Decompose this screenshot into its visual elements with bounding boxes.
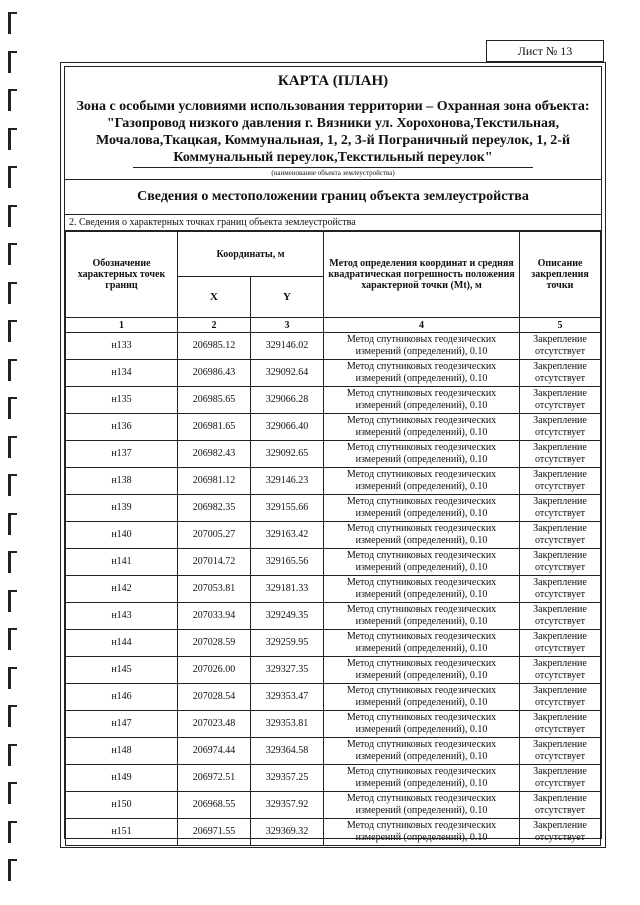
x-cell: 206982.35 bbox=[178, 495, 251, 522]
fixing-cell: Закрепление отсутствует bbox=[520, 630, 601, 657]
binding-mark bbox=[8, 243, 17, 265]
binding-mark bbox=[8, 282, 17, 304]
method-cell: Метод спутниковых геодезических измерений (определений), 0.10 bbox=[324, 441, 520, 468]
zone-description: Зона с особыми условиями использования территории – Охранная зона объекта: "Газопровод низкого давления г. Вязники ул. Хорохонова,Текстильная, Мочалова,Ткацкая, Коммунальная, 1, 2, 3-й Пограничный переулок, 1, 2-й Коммунальный переулок,Текстильный переулок" bbox=[76, 99, 590, 165]
y-cell: 329353.47 bbox=[251, 684, 324, 711]
coordinates-table bbox=[65, 231, 601, 846]
fixing-cell: Закрепление отсутствует bbox=[520, 819, 601, 846]
fixing-cell: Закрепление отсутствует bbox=[520, 468, 601, 495]
header-method: Метод определения координат и средняя квадратическая погрешность положения характерной точки (Mt), м bbox=[324, 232, 520, 318]
fixing-cell: Закрепление отсутствует bbox=[520, 549, 601, 576]
table-row bbox=[66, 522, 601, 549]
y-cell: 329092.65 bbox=[251, 441, 324, 468]
y-cell: 329327.35 bbox=[251, 657, 324, 684]
point-cell: н136 bbox=[66, 414, 178, 441]
method-cell: Метод спутниковых геодезических измерений (определений), 0.10 bbox=[324, 765, 520, 792]
fixing-cell: Закрепление отсутствует bbox=[520, 657, 601, 684]
y-cell: 329357.25 bbox=[251, 765, 324, 792]
document-title: КАРТА (ПЛАН) bbox=[277, 73, 389, 89]
header-x: X bbox=[178, 277, 251, 318]
table-row bbox=[66, 414, 601, 441]
y-cell: 329357.92 bbox=[251, 792, 324, 819]
x-cell: 207028.54 bbox=[178, 684, 251, 711]
point-cell: н142 bbox=[66, 576, 178, 603]
fixing-cell: Закрепление отсутствует bbox=[520, 576, 601, 603]
fixing-cell: Закрепление отсутствует bbox=[520, 603, 601, 630]
fixing-cell: Закрепление отсутствует bbox=[520, 333, 601, 360]
method-cell: Метод спутниковых геодезических измерений (определений), 0.10 bbox=[324, 684, 520, 711]
method-cell: Метод спутниковых геодезических измерений (определений), 0.10 bbox=[324, 360, 520, 387]
x-cell: 206968.55 bbox=[178, 792, 251, 819]
header-y: Y bbox=[251, 277, 324, 318]
binding-mark bbox=[8, 128, 17, 150]
table-row bbox=[66, 387, 601, 414]
method-cell: Метод спутниковых геодезических измерений (определений), 0.10 bbox=[324, 792, 520, 819]
y-cell: 329165.56 bbox=[251, 549, 324, 576]
fixing-cell: Закрепление отсутствует bbox=[520, 738, 601, 765]
binding-mark bbox=[8, 744, 17, 766]
y-cell: 329155.66 bbox=[251, 495, 324, 522]
point-cell: н139 bbox=[66, 495, 178, 522]
x-cell: 206985.65 bbox=[178, 387, 251, 414]
x-cell: 206985.12 bbox=[178, 333, 251, 360]
binding-mark bbox=[8, 667, 17, 689]
document-header bbox=[65, 67, 601, 180]
table-row bbox=[66, 333, 601, 360]
x-cell: 206981.12 bbox=[178, 468, 251, 495]
document-inner-frame bbox=[64, 66, 602, 843]
y-cell: 329249.35 bbox=[251, 603, 324, 630]
table-row bbox=[66, 603, 601, 630]
method-cell: Метод спутниковых геодезических измерений (определений), 0.10 bbox=[324, 819, 520, 846]
binding-mark bbox=[8, 359, 17, 381]
x-cell: 207053.81 bbox=[178, 576, 251, 603]
object-name-caption: (наименование объекта землеустройства) bbox=[133, 167, 533, 177]
column-number: 3 bbox=[251, 318, 324, 333]
y-cell: 329163.42 bbox=[251, 522, 324, 549]
column-number: 5 bbox=[520, 318, 601, 333]
point-cell: н146 bbox=[66, 684, 178, 711]
x-cell: 206974.44 bbox=[178, 738, 251, 765]
x-cell: 207014.72 bbox=[178, 549, 251, 576]
binding-holes bbox=[0, 0, 22, 905]
header-fixing-description: Описание закрепления точки bbox=[520, 232, 601, 318]
table-row bbox=[66, 657, 601, 684]
point-cell: н147 bbox=[66, 711, 178, 738]
fixing-cell: Закрепление отсутствует bbox=[520, 495, 601, 522]
binding-mark bbox=[8, 205, 17, 227]
table-row bbox=[66, 576, 601, 603]
fixing-cell: Закрепление отсутствует bbox=[520, 414, 601, 441]
binding-mark bbox=[8, 859, 17, 881]
method-cell: Метод спутниковых геодезических измерений (определений), 0.10 bbox=[324, 522, 520, 549]
x-cell: 206971.55 bbox=[178, 819, 251, 846]
binding-mark bbox=[8, 436, 17, 458]
point-cell: н148 bbox=[66, 738, 178, 765]
fixing-cell: Закрепление отсутствует bbox=[520, 684, 601, 711]
binding-mark bbox=[8, 590, 17, 612]
table-row bbox=[66, 630, 601, 657]
point-cell: н134 bbox=[66, 360, 178, 387]
fixing-cell: Закрепление отсутствует bbox=[520, 522, 601, 549]
table-row bbox=[66, 468, 601, 495]
y-cell: 329259.95 bbox=[251, 630, 324, 657]
binding-mark bbox=[8, 513, 17, 535]
sheet-number: Лист № 13 bbox=[486, 40, 604, 62]
point-cell: н145 bbox=[66, 657, 178, 684]
fixing-cell: Закрепление отсутствует bbox=[520, 711, 601, 738]
y-cell: 329146.02 bbox=[251, 333, 324, 360]
x-cell: 206972.51 bbox=[178, 765, 251, 792]
table-row bbox=[66, 495, 601, 522]
point-cell: н149 bbox=[66, 765, 178, 792]
binding-mark bbox=[8, 166, 17, 188]
binding-mark bbox=[8, 474, 17, 496]
y-cell: 329181.33 bbox=[251, 576, 324, 603]
point-cell: н150 bbox=[66, 792, 178, 819]
method-cell: Метод спутниковых геодезических измерений (определений), 0.10 bbox=[324, 576, 520, 603]
table-row bbox=[66, 684, 601, 711]
method-cell: Метод спутниковых геодезических измерений (определений), 0.10 bbox=[324, 333, 520, 360]
binding-mark bbox=[8, 89, 17, 111]
point-cell: н138 bbox=[66, 468, 178, 495]
table-row bbox=[66, 792, 601, 819]
point-cell: н135 bbox=[66, 387, 178, 414]
header-coordinates: Координаты, м bbox=[178, 232, 324, 277]
binding-mark bbox=[8, 782, 17, 804]
x-cell: 207005.27 bbox=[178, 522, 251, 549]
binding-mark bbox=[8, 320, 17, 342]
y-cell: 329066.28 bbox=[251, 387, 324, 414]
binding-mark bbox=[8, 51, 17, 73]
method-cell: Метод спутниковых геодезических измерений (определений), 0.10 bbox=[324, 414, 520, 441]
x-cell: 207026.00 bbox=[178, 657, 251, 684]
y-cell: 329066.40 bbox=[251, 414, 324, 441]
y-cell: 329353.81 bbox=[251, 711, 324, 738]
binding-mark bbox=[8, 628, 17, 650]
point-cell: н133 bbox=[66, 333, 178, 360]
method-cell: Метод спутниковых геодезических измерений (определений), 0.10 bbox=[324, 495, 520, 522]
header-point-designation: Обозначение характерных точек границ bbox=[66, 232, 178, 318]
method-cell: Метод спутниковых геодезических измерений (определений), 0.10 bbox=[324, 657, 520, 684]
method-cell: Метод спутниковых геодезических измерений (определений), 0.10 bbox=[324, 549, 520, 576]
table-row bbox=[66, 360, 601, 387]
column-number: 1 bbox=[66, 318, 178, 333]
binding-mark bbox=[8, 397, 17, 419]
table-row bbox=[66, 441, 601, 468]
table-row bbox=[66, 765, 601, 792]
method-cell: Метод спутниковых геодезических измерений (определений), 0.10 bbox=[324, 603, 520, 630]
x-cell: 207028.59 bbox=[178, 630, 251, 657]
subsection-title: 2. Сведения о характерных точках границ объекта землеустройства bbox=[65, 215, 601, 231]
table-row bbox=[66, 819, 601, 846]
point-cell: н144 bbox=[66, 630, 178, 657]
method-cell: Метод спутниковых геодезических измерений (определений), 0.10 bbox=[324, 738, 520, 765]
binding-mark bbox=[8, 705, 17, 727]
fixing-cell: Закрепление отсутствует bbox=[520, 792, 601, 819]
table-row bbox=[66, 549, 601, 576]
point-cell: н140 bbox=[66, 522, 178, 549]
column-number: 4 bbox=[324, 318, 520, 333]
fixing-cell: Закрепление отсутствует bbox=[520, 441, 601, 468]
y-cell: 329369.32 bbox=[251, 819, 324, 846]
method-cell: Метод спутниковых геодезических измерений (определений), 0.10 bbox=[324, 630, 520, 657]
document-frame bbox=[60, 62, 606, 848]
method-cell: Метод спутниковых геодезических измерений (определений), 0.10 bbox=[324, 711, 520, 738]
y-cell: 329364.58 bbox=[251, 738, 324, 765]
section-title: Сведения о местоположении границ объекта землеустройства bbox=[65, 180, 601, 215]
binding-mark bbox=[8, 551, 17, 573]
method-cell: Метод спутниковых геодезических измерений (определений), 0.10 bbox=[324, 387, 520, 414]
point-cell: н137 bbox=[66, 441, 178, 468]
fixing-cell: Закрепление отсутствует bbox=[520, 360, 601, 387]
method-cell: Метод спутниковых геодезических измерений (определений), 0.10 bbox=[324, 468, 520, 495]
x-cell: 207033.94 bbox=[178, 603, 251, 630]
table-row bbox=[66, 738, 601, 765]
y-cell: 329092.64 bbox=[251, 360, 324, 387]
y-cell: 329146.23 bbox=[251, 468, 324, 495]
binding-mark bbox=[8, 821, 17, 843]
point-cell: н141 bbox=[66, 549, 178, 576]
fixing-cell: Закрепление отсутствует bbox=[520, 387, 601, 414]
fixing-cell: Закрепление отсутствует bbox=[520, 765, 601, 792]
table-row bbox=[66, 711, 601, 738]
column-number: 2 bbox=[178, 318, 251, 333]
x-cell: 206986.43 bbox=[178, 360, 251, 387]
x-cell: 206981.65 bbox=[178, 414, 251, 441]
x-cell: 206982.43 bbox=[178, 441, 251, 468]
point-cell: н143 bbox=[66, 603, 178, 630]
point-cell: н151 bbox=[66, 819, 178, 846]
x-cell: 207023.48 bbox=[178, 711, 251, 738]
binding-mark bbox=[8, 12, 17, 34]
